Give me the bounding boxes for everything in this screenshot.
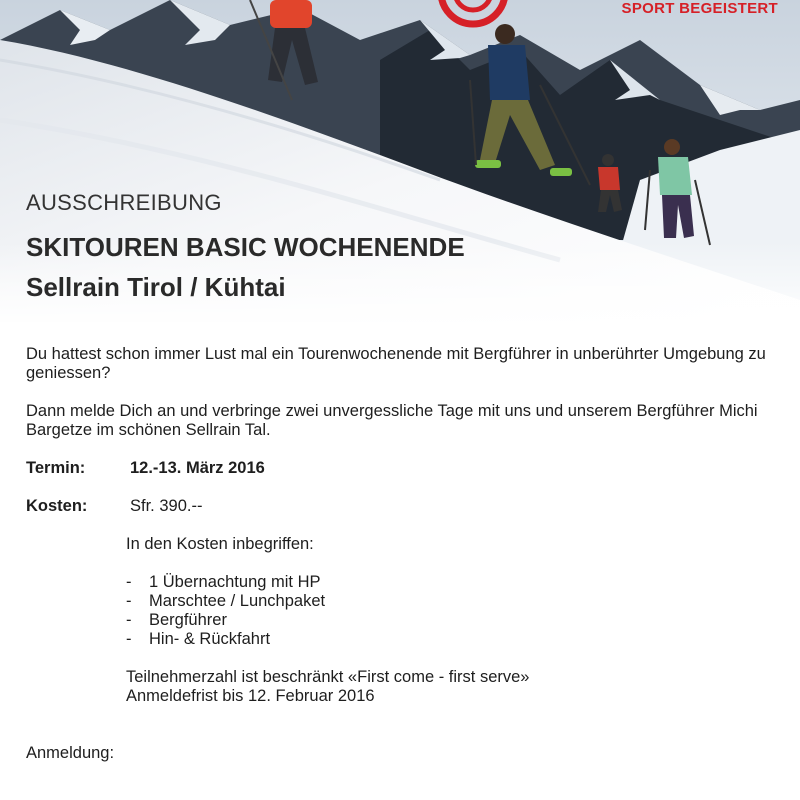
document-label: AUSSCHREIBUNG [26,190,222,215]
document-body [26,345,786,763]
deadline-note: Anmeldefrist bis 12. Februar 2016 [126,687,375,705]
included-heading: In den Kosten inbegriffen: [126,535,314,553]
list-item: - Bergführer [126,611,227,629]
termin-row [26,459,786,478]
termin-label: Termin: [26,459,86,477]
list-item: - Hin- & Rückfahrt [126,630,271,648]
included-list [126,573,786,649]
brand-tagline: SPORT BEGEISTERT [621,0,778,17]
hero-photo [0,0,800,322]
termin-value: 12.-13. März 2016 [130,459,265,477]
kosten-row [26,497,786,516]
included-section [26,535,786,706]
invitation-paragraph: Dann melde Dich an und verbringe zwei unvergessliche Tage mit uns und unserem Bergführer Michi Bargetze im schönen Sellrain Tal. [26,402,758,439]
kosten-label: Kosten: [26,497,88,515]
registration-label: Anmeldung: [26,744,115,762]
document-title: SKITOUREN BASIC WOCHENENDE [26,232,465,262]
intro-paragraph: Du hattest schon immer Lust mal ein Tourenwochenende mit Bergführer in unberührter Umgebung zu geniessen? [26,345,766,382]
list-item: - Marschtee / Lunchpaket [126,592,326,610]
kosten-value: Sfr. 390.-- [130,497,203,515]
list-item: - 1 Übernachtung mit HP [126,573,321,591]
participants-note: Teilnehmerzahl ist beschränkt «First come - first serve» [126,668,530,686]
document-subtitle: Sellrain Tirol / Kühtai [26,272,286,302]
